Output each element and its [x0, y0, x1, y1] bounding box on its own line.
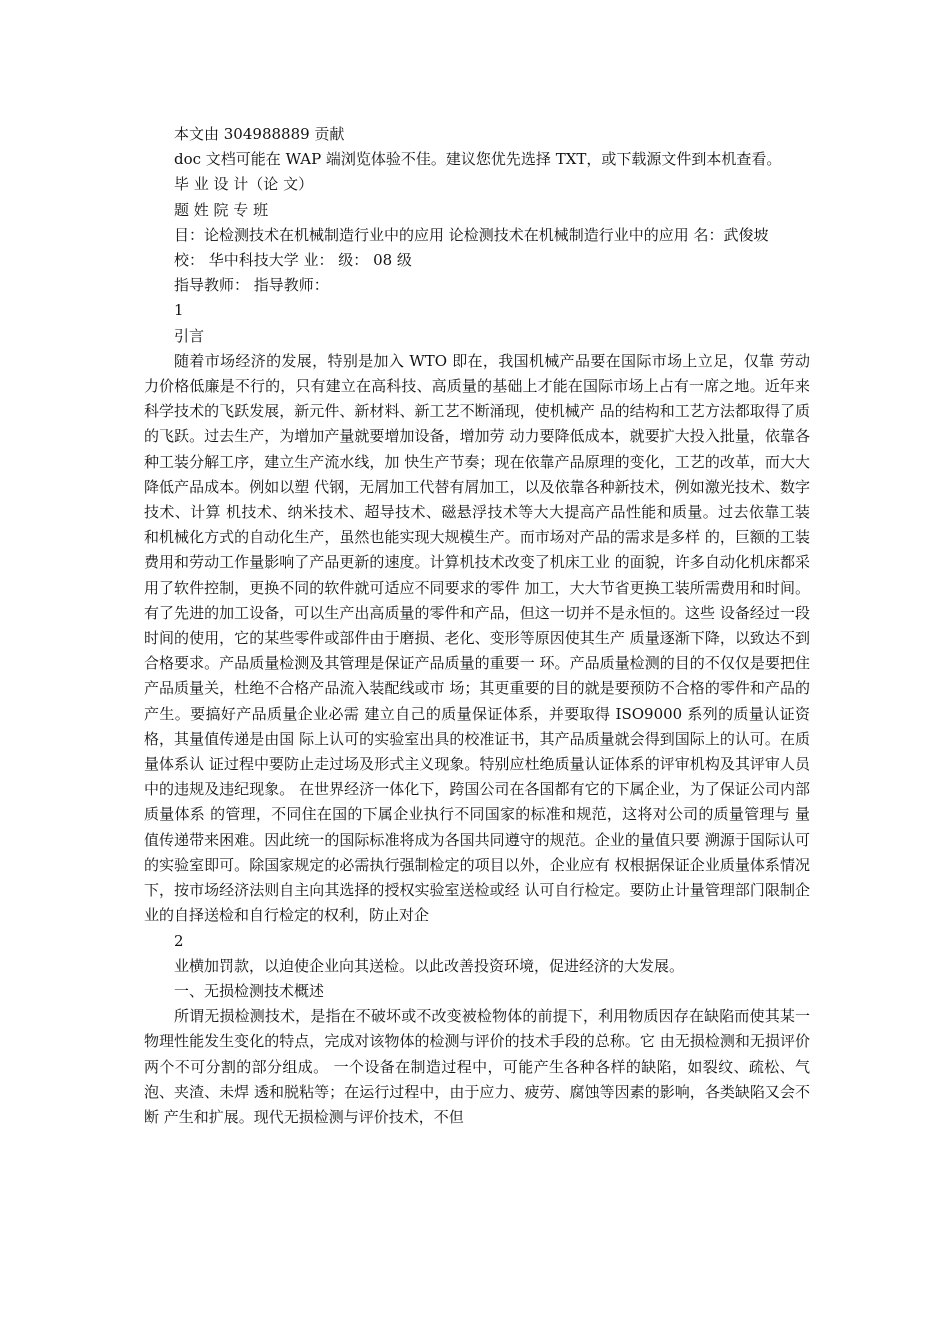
thesis-type-heading: 毕 业 设 计（论 文）: [174, 175, 314, 194]
document-body: [144, 122, 810, 1130]
cover-title-and-name: 目：论检测技术在机械制造行业中的应用 论检测技术在机械制造行业中的应用 名：武俊坡: [174, 225, 769, 244]
continuation-paragraph: 业横加罚款，以迫使企业向其送检。以此改善投资环境，促进经济的大发展。: [174, 956, 685, 975]
introduction-heading: 引言: [174, 326, 205, 345]
page-number-2: 2: [174, 931, 184, 950]
introduction-paragraph: 随着市场经济的发展，特别是加入 WTO 即在，我国机械产品要在国际市场上立足，仅靠 劳动力价格低廉是不行的，只有建立在高科技、高质量的基础上才能在国际市场上占有一席之地。近年来科学技术的飞跃发展，新元件、新材料、新工艺不断涌现，使机械产 品的结构和工艺方法都取得了质的飞跃。过去生产，为增加产量就要增加设备，增加劳 动力要降低成本，就要扩大投入批量，依靠各种工装分解工序，建立生产流水线，加 快生产节奏；现在依靠产品原理的变化，工艺的改革，而大大降低产品成本。例如以塑 代钢，无屑加工代替有屑加工，以及依靠各种新技术，例如激光技术、数字技术、计算 机技术、纳米技术、超导技术、磁悬浮技术等大大提高产品性能和质量。过去依靠工装 和机械化方式的自动化生产，虽然也能实现大规模生产。而市场对产品的需求是多样 的，巨额的工装费用和劳动工作量影响了产品更新的速度。计算机技术改变了机床工业 的面貌，许多自动化机床都采用了软件控制，更换不同的软件就可适应不同要求的零件 加工，大大节省更换工装所需费用和时间。 有了先进的加工设备，可以生产出高质量的零件和产品，但这一切并不是永恒的。这些 设备经过一段时间的使用，它的某些零件或部件由于磨损、老化、变形等原因使其生产 质量逐渐下降，以致达不到合格要求。产品质量检测及其管理是保证产品质量的重要一 环。产品质量检测的目的不仅仅是要把住产品质量关，杜绝不合格产品流入装配线或市 场；其更重要的目的就是要预防不合格的零件和产品的产生。要搞好产品质量企业必需 建立自己的质量保证体系，并要取得 ISO9000 系列的质量认证资格，其量值传递是由国 际上认可的实验室出具的校准证书，其产品质量就会得到国际上的认可。在质量体系认 证过程中要防止走过场及形式主义现象。特别应杜绝质量认证体系的评审机构及其评审人员中的违规及违纪现象。 在世界经济一体化下，跨国公司在各国都有它的下属企业，为了保证公司内部质量体系 的管理，不同住在国的下属企业执行不同国家的标准和规范，这将对公司的质量管理与 量值传递带来困难。因此统一的国际标准将成为各国共同遵守的规范。企业的量值只要 溯源于国际认可的实验室即可。除国家规定的必需执行强制检定的项目以外，企业应有 权根据保证企业质量体系情况下，按市场经济法则自主向其选择的授权实验室送检或经 认可自行检定。要防止计量管理部门限制企业的自择送检和自行检定的权利，防止对企: [144, 351, 810, 925]
contributor-line: 本文由 304988889 贡献: [174, 125, 345, 143]
cover-school-and-grade: 校： 华中科技大学 业： 级： 08 级: [174, 251, 412, 270]
page-number-1: 1: [174, 301, 184, 320]
section-heading-ndt-overview: 一、无损检测技术概述: [174, 981, 325, 1000]
format-notice: doc 文档可能在 WAP 端浏览体验不佳。建议您优先选择 TXT，或下载源文件到本机查看。: [174, 150, 782, 169]
cover-advisor: 指导教师： 指导教师：: [174, 276, 329, 295]
ndt-overview-paragraph: 所谓无损检测技术，是指在不破坏或不改变被检物体的前提下，利用物质因存在缺陷而使其某一物理性能发生变化的特点，完成对该物体的检测与评价的技术手段的总称。它 由无损检测和无损评价两个不可分割的部分组成。 一个设备在制造过程中，可能产生各种各样的缺陷，如裂纹、疏松、气泡、夹渣、未焊 透和脱粘等；在运行过程中，由于应力、疲劳、腐蚀等因素的影响，各类缺陷又会不断 产生和扩展。现代无损检测与评价技术，不但: [144, 1007, 810, 1126]
cover-field-labels: 题 姓 院 专 班: [174, 200, 269, 219]
